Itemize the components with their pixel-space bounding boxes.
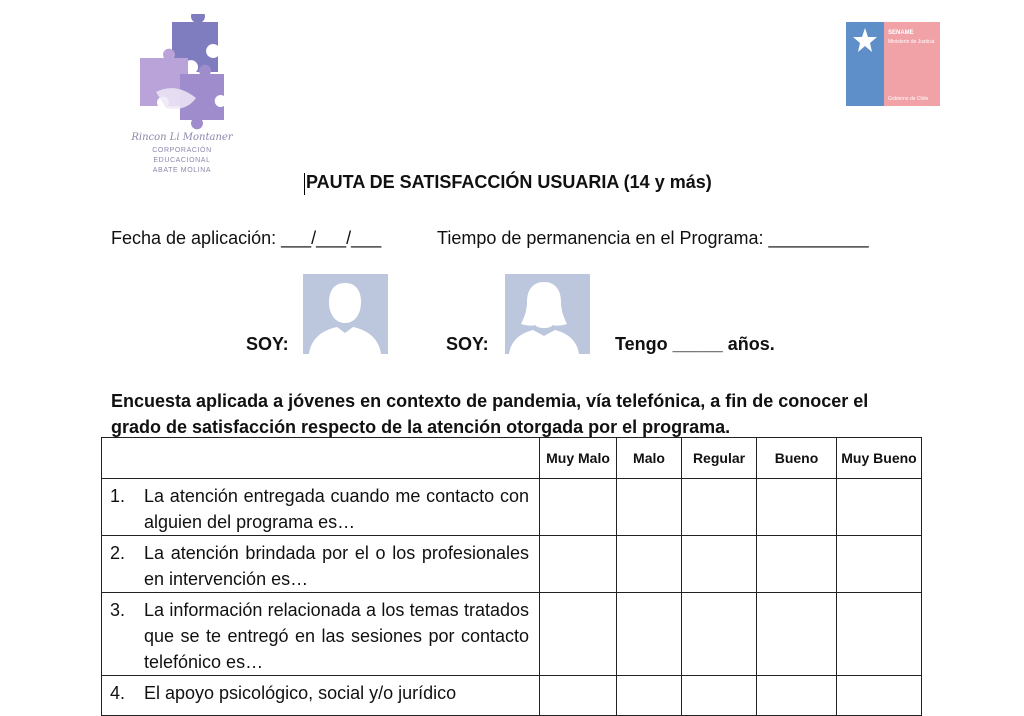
rating-cell-regular[interactable] [682, 536, 757, 593]
logo-text-line-2: ABATE MOLINA [152, 167, 212, 174]
sename-logo [846, 22, 940, 106]
corporacion-logo [128, 12, 236, 172]
rating-cell-muy-malo[interactable] [540, 676, 617, 716]
rating-cell-malo[interactable] [617, 479, 682, 536]
logo-footer: Gobierno de Chile [888, 96, 929, 102]
question-number: 2. [110, 543, 126, 563]
rating-cell-malo[interactable] [617, 536, 682, 593]
rating-cell-bueno[interactable] [757, 479, 837, 536]
question-text: La atención entregada cuando me contacto con alguien del programa es… [144, 486, 529, 532]
rating-cell-bueno[interactable] [757, 676, 837, 716]
age-field[interactable]: Tengo _____ años. [615, 334, 775, 354]
rating-cell-malo[interactable] [617, 676, 682, 716]
rating-cell-regular[interactable] [682, 479, 757, 536]
tiempo-permanencia-field[interactable]: Tiempo de permanencia en el Programa: __________ [437, 228, 869, 248]
rating-cell-muy-bueno[interactable] [837, 536, 922, 593]
soy-label-2: SOY: [446, 334, 489, 354]
rating-cell-muy-bueno[interactable] [837, 593, 922, 676]
logo-brand: SENAME [888, 30, 914, 36]
table-row [102, 536, 922, 593]
satisfaction-table [101, 437, 922, 716]
text-cursor [304, 173, 305, 195]
puzzle-logo-icon [132, 14, 232, 130]
question-text: El apoyo psicológico, social y/o jurídico [144, 683, 457, 703]
rating-cell-muy-bueno[interactable] [837, 676, 922, 716]
header-malo: Malo [617, 438, 682, 479]
rating-cell-bueno[interactable] [757, 536, 837, 593]
male-silhouette-icon[interactable] [303, 274, 388, 354]
soy-label-1: SOY: [246, 334, 289, 354]
question-cell [102, 536, 540, 593]
female-silhouette-icon[interactable] [505, 274, 590, 354]
table-header-row [102, 438, 922, 479]
document-title: PAUTA DE SATISFACCIÓN USUARIA (14 y más) [306, 172, 712, 192]
question-cell [102, 593, 540, 676]
survey-intro: Encuesta aplicada a jóvenes en contexto de pandemia, vía telefónica, a fin de conocer el grado de satisfacción respecto de la atención otorgada por el programa. [111, 391, 869, 437]
rating-cell-muy-malo[interactable] [540, 479, 617, 536]
question-number: 3. [110, 600, 126, 620]
header-question [102, 438, 540, 479]
header-bueno: Bueno [757, 438, 837, 479]
rating-cell-muy-malo[interactable] [540, 536, 617, 593]
logo-signature: Rincon Li Montaner [131, 132, 233, 143]
logo-subtitle: Ministerio de Justicia [888, 39, 935, 45]
rating-cell-muy-malo[interactable] [540, 593, 617, 676]
table-row [102, 676, 922, 716]
question-number: 4. [110, 683, 126, 703]
rating-cell-muy-bueno[interactable] [837, 479, 922, 536]
question-text: La información relacionada a los temas tratados que se te entregó en las sesiones por contacto telefónico es… [144, 600, 529, 672]
logo-text-line-1: CORPORACIÓN EDUCACIONAL [152, 147, 212, 164]
table-row [102, 479, 922, 536]
header-muy-bueno: Muy Bueno [837, 438, 922, 479]
header-regular: Regular [682, 438, 757, 479]
header-muy-malo: Muy Malo [540, 438, 617, 479]
rating-cell-bueno[interactable] [757, 593, 837, 676]
question-cell [102, 479, 540, 536]
rating-cell-malo[interactable] [617, 593, 682, 676]
table-row [102, 593, 922, 676]
chile-coat-of-arms-icon [850, 26, 880, 54]
question-text: La atención brindada por el o los profesionales en intervención es… [144, 543, 529, 589]
rating-cell-regular[interactable] [682, 676, 757, 716]
rating-cell-regular[interactable] [682, 593, 757, 676]
logo-text [128, 146, 236, 176]
fecha-aplicacion-field[interactable]: Fecha de aplicación: ___/___/___ [111, 228, 382, 248]
question-cell [102, 676, 540, 716]
question-number: 1. [110, 486, 126, 506]
